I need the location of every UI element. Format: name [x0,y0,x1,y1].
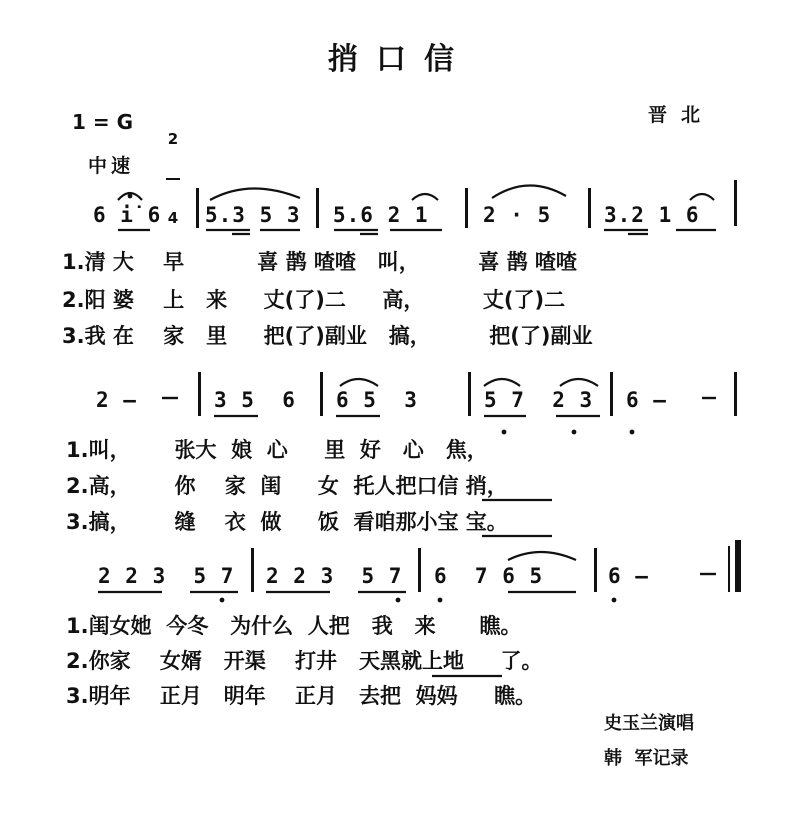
barline [320,372,323,416]
slur [560,379,598,386]
barline [418,548,421,592]
slur [690,194,714,200]
slur [340,379,378,386]
song-title: 捎口信 [328,42,472,77]
final-barline-thin [728,546,730,592]
measure-3-3: 6 7 6 5 [434,564,544,588]
octave-dot [630,430,635,435]
octave-dot [572,430,577,435]
octave-dot [128,194,133,199]
key-signature: 1 = G [72,110,134,134]
measure-2-3: 6 5 3 [336,388,418,412]
slur [118,193,142,200]
slur [484,379,520,386]
verse-3-line-3: 3.明年 正月 明年 正月 去把 妈妈 瞧。 [66,684,537,708]
origin-region: 晋北 [648,104,715,126]
barline [468,372,471,416]
measure-3-1: 2 2 3 5 7 [98,564,235,588]
slur [492,185,566,198]
barline [196,188,199,228]
barline [251,548,254,592]
measure-1-5: 3.2 1 6 [604,203,700,227]
final-barline-thick [735,540,741,592]
measure-1-3: 5.6 2 1 [333,203,429,227]
measure-1-2: 5.3 5 3 [205,203,301,227]
measure-1-4: 2 · 5 [483,203,552,227]
octave-dot [220,598,225,603]
measure-2-4: 5 7 2 3 [484,388,594,412]
verse-2-line-1: 2.阳 婆 上 来 丈(了)二 高， 丈(了)二 [62,288,566,312]
tempo-marking: 中速 [88,155,135,177]
slur [210,188,300,200]
measure-2-5: 6 — [626,388,667,412]
verse-2-line-2: 2.高， 你 家 闺 女 托人把口信 捎， [66,474,508,498]
octave-dot [502,430,507,435]
barline [610,372,613,416]
meter-bottom: 4 [167,209,179,227]
meter-line [166,178,180,180]
barline [594,548,597,592]
barline [316,188,319,228]
slur [508,552,576,560]
barline [734,180,737,226]
measure-1-1: 6 i̇ 6 [93,203,162,227]
barline [198,372,201,416]
verse-1-line-3: 1.闺女她 今冬 为什么 人把 我 来 瞧。 [66,614,522,638]
measure-2-1: 2 — [96,388,137,412]
octave-dot [438,598,443,603]
octave-dot [396,598,401,603]
slur [412,194,438,200]
measure-3-2: 2 2 3 5 7 [266,564,403,588]
time-signature [166,102,180,241]
barline [588,188,591,228]
verse-1-line-2: 1.叫， 张大 娘 心 里 好 心 焦， [66,438,488,462]
meter-top: 2 [167,130,179,148]
verse-3-line-2: 3.搞， 缝 衣 做 饭 看咱那小宝 宝。 [66,510,508,534]
singer-credit: 史玉兰演唱 [604,713,694,734]
octave-dot [612,598,617,603]
measure-2-2: 3 5 6 [214,388,296,412]
verse-2-line-3: 2.你家 女婿 开渠 打井 天黑就上地 了。 [66,649,543,673]
measure-3-4: 6 — [608,564,649,588]
barline [734,372,737,416]
recorder-credit: 韩 军记录 [604,748,689,769]
barline [465,188,468,228]
verse-1-line-1: 1.清 大 早 喜 鹊 喳喳 叫， 喜 鹊 喳喳 [62,250,577,274]
verse-3-line-1: 3.我 在 家 里 把(了)副业 搞， 把(了)副业 [62,324,593,348]
